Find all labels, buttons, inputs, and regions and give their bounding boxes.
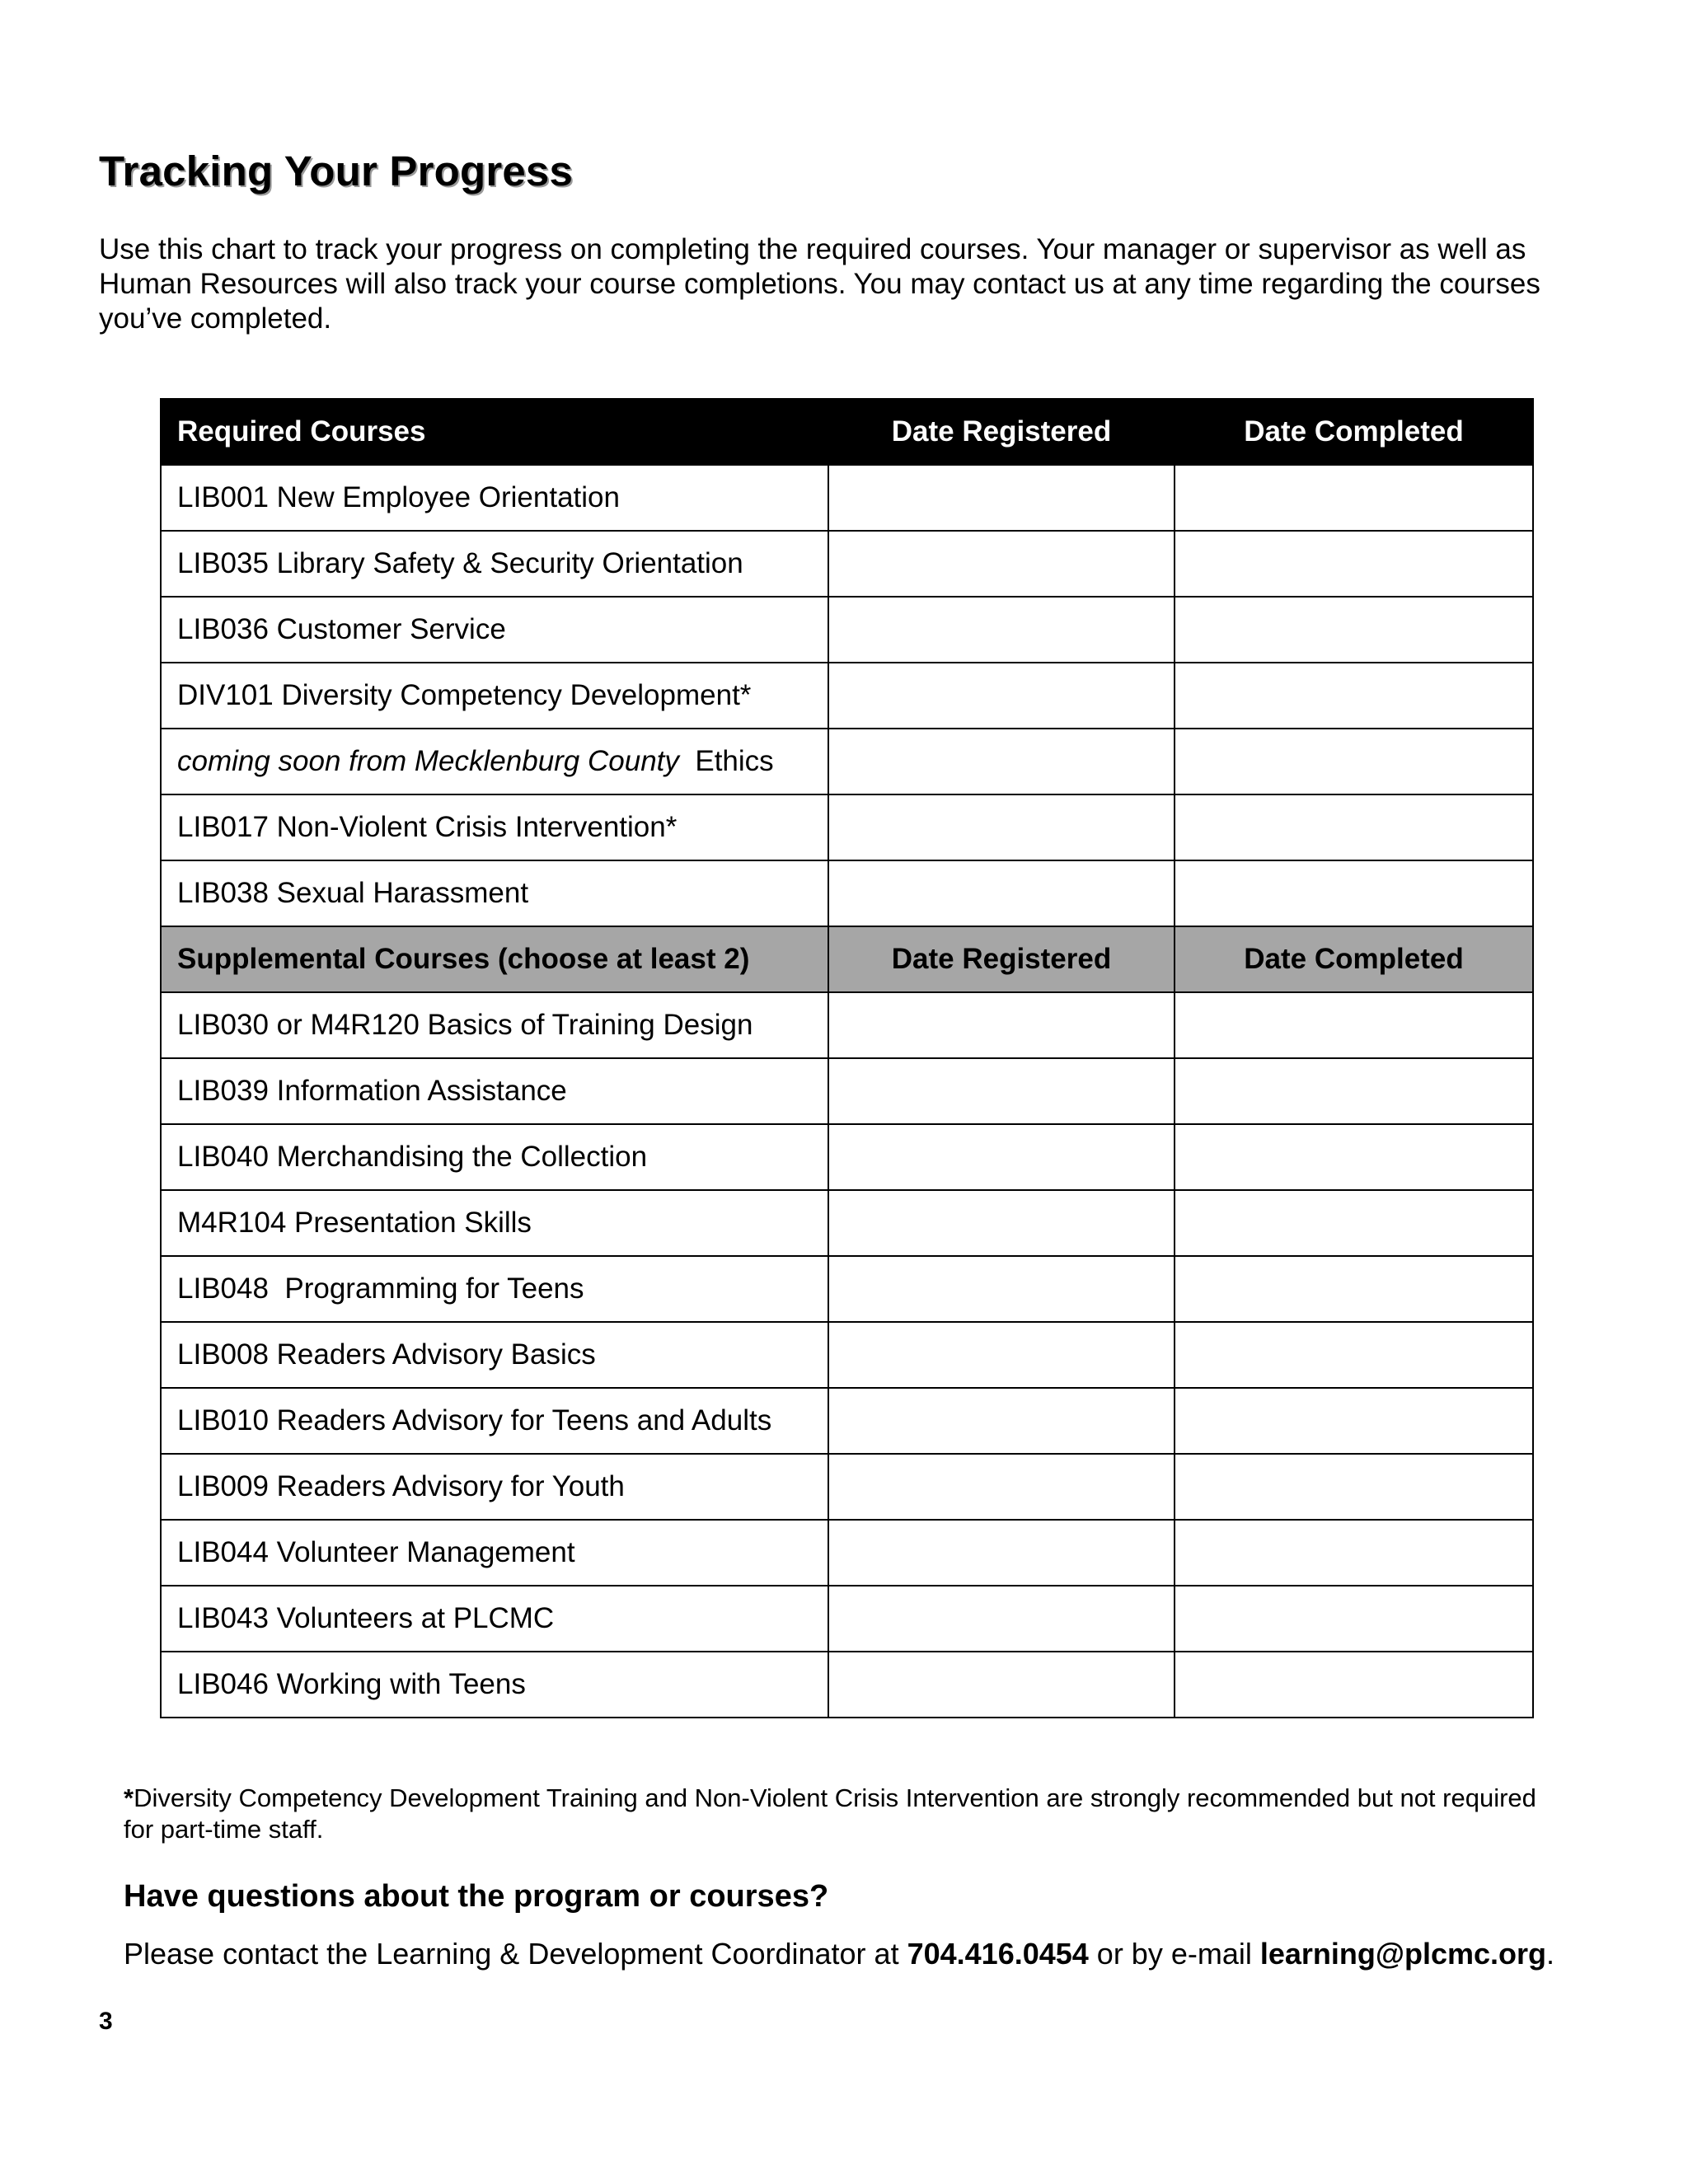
required-header-row	[161, 399, 1533, 465]
date-completed-cell[interactable]	[1175, 1322, 1533, 1388]
date-registered-cell[interactable]	[828, 1058, 1175, 1124]
table-row	[161, 1652, 1533, 1718]
date-completed-cell[interactable]	[1175, 1454, 1533, 1520]
contact-middle: or by e-mail	[1088, 1937, 1260, 1971]
page-title: Tracking Your Progress	[99, 148, 574, 194]
date-registered-cell[interactable]	[828, 1256, 1175, 1322]
intro-paragraph: Use this chart to track your progress on completing the required courses. Your manager or supervisor as well as Human Resources will also track your course completions. You may contact us at any time regarding the courses you’ve completed.	[99, 233, 1540, 335]
date-registered-cell[interactable]	[828, 531, 1175, 597]
course-note-italic: coming soon from Mecklenburg County	[177, 745, 679, 777]
table-row	[161, 794, 1533, 860]
course-name: LIB039 Information Assistance	[161, 1058, 828, 1124]
date-registered-cell[interactable]	[828, 729, 1175, 794]
date-registered-cell[interactable]	[828, 1652, 1175, 1718]
course-name: LIB044 Volunteer Management	[161, 1520, 828, 1586]
questions-heading: Have questions about the program or courses?	[124, 1879, 829, 1914]
date-registered-cell[interactable]	[828, 794, 1175, 860]
date-registered-cell[interactable]	[828, 992, 1175, 1058]
date-completed-cell[interactable]	[1175, 1256, 1533, 1322]
date-registered-cell[interactable]	[828, 1388, 1175, 1454]
course-name: LIB030 or M4R120 Basics of Training Design	[161, 992, 828, 1058]
course-name: LIB035 Library Safety & Security Orientation	[161, 531, 828, 597]
date-registered-cell[interactable]	[828, 1124, 1175, 1190]
date-completed-cell[interactable]	[1175, 1652, 1533, 1718]
table-row	[161, 1190, 1533, 1256]
course-name: LIB001 New Employee Orientation	[161, 465, 828, 531]
date-registered-cell[interactable]	[828, 1190, 1175, 1256]
date-registered-cell[interactable]	[828, 663, 1175, 729]
course-name: LIB046 Working with Teens	[161, 1652, 828, 1718]
course-tracking-table	[160, 398, 1534, 1718]
date-registered-cell[interactable]	[828, 465, 1175, 531]
date-registered-cell[interactable]	[828, 597, 1175, 663]
date-registered-header: Date Registered	[828, 399, 1175, 465]
supplemental-header-row	[161, 926, 1533, 992]
course-name: LIB017 Non-Violent Crisis Intervention*	[161, 794, 828, 860]
table-row	[161, 992, 1533, 1058]
footnote-asterisk: *	[124, 1783, 134, 1812]
course-name: LIB010 Readers Advisory for Teens and Adults	[161, 1388, 828, 1454]
required-courses-header: Required Courses	[161, 399, 828, 465]
table-row	[161, 1586, 1533, 1652]
date-completed-cell[interactable]	[1175, 465, 1533, 531]
course-name: DIV101 Diversity Competency Development*	[161, 663, 828, 729]
date-registered-cell[interactable]	[828, 1520, 1175, 1586]
table-row	[161, 1124, 1533, 1190]
date-completed-cell[interactable]	[1175, 860, 1533, 926]
course-name: LIB008 Readers Advisory Basics	[161, 1322, 828, 1388]
table-row	[161, 729, 1533, 794]
course-name	[161, 729, 828, 794]
date-completed-cell[interactable]	[1175, 1124, 1533, 1190]
table-row	[161, 1322, 1533, 1388]
date-registered-cell[interactable]	[828, 1586, 1175, 1652]
table-row	[161, 1058, 1533, 1124]
contact-prefix: Please contact the Learning & Development Coordinator at	[124, 1937, 907, 1971]
table-row	[161, 531, 1533, 597]
date-completed-cell[interactable]	[1175, 1586, 1533, 1652]
date-completed-cell[interactable]	[1175, 1190, 1533, 1256]
table-row	[161, 1520, 1533, 1586]
course-name: LIB036 Customer Service	[161, 597, 828, 663]
contact-line	[124, 1937, 1554, 1971]
date-registered-cell[interactable]	[828, 1322, 1175, 1388]
table-row	[161, 1388, 1533, 1454]
contact-email-link[interactable]: learning@plcmc.org	[1259, 1937, 1547, 1971]
supplemental-courses-header: Supplemental Courses (choose at least 2)	[161, 926, 828, 992]
table-row	[161, 663, 1533, 729]
date-completed-cell[interactable]	[1175, 992, 1533, 1058]
contact-suffix: .	[1546, 1937, 1555, 1971]
date-registered-header: Date Registered	[828, 926, 1175, 992]
contact-phone: 704.416.0454	[907, 1937, 1089, 1971]
date-completed-cell[interactable]	[1175, 663, 1533, 729]
table-row	[161, 465, 1533, 531]
date-completed-cell[interactable]	[1175, 1520, 1533, 1586]
date-completed-cell[interactable]	[1175, 597, 1533, 663]
table-row	[161, 1256, 1533, 1322]
date-registered-cell[interactable]	[828, 1454, 1175, 1520]
table-row	[161, 597, 1533, 663]
course-name: LIB043 Volunteers at PLCMC	[161, 1586, 828, 1652]
date-completed-cell[interactable]	[1175, 729, 1533, 794]
date-completed-cell[interactable]	[1175, 1058, 1533, 1124]
date-completed-cell[interactable]	[1175, 794, 1533, 860]
course-name: LIB040 Merchandising the Collection	[161, 1124, 828, 1190]
footnote	[124, 1783, 1558, 1845]
table-row	[161, 860, 1533, 926]
table-row	[161, 1454, 1533, 1520]
course-name: LIB009 Readers Advisory for Youth	[161, 1454, 828, 1520]
page-number: 3	[99, 2008, 113, 2035]
course-name-text: Ethics	[695, 745, 774, 777]
course-name: M4R104 Presentation Skills	[161, 1190, 828, 1256]
date-completed-header: Date Completed	[1175, 926, 1533, 992]
course-name: LIB038 Sexual Harassment	[161, 860, 828, 926]
date-completed-cell[interactable]	[1175, 1388, 1533, 1454]
date-completed-header: Date Completed	[1175, 399, 1533, 465]
date-registered-cell[interactable]	[828, 860, 1175, 926]
footnote-text: Diversity Competency Development Training and Non-Violent Crisis Intervention are strongly recommended but not required for part-time staff.	[124, 1783, 1536, 1844]
course-name: LIB048 Programming for Teens	[161, 1256, 828, 1322]
date-completed-cell[interactable]	[1175, 531, 1533, 597]
